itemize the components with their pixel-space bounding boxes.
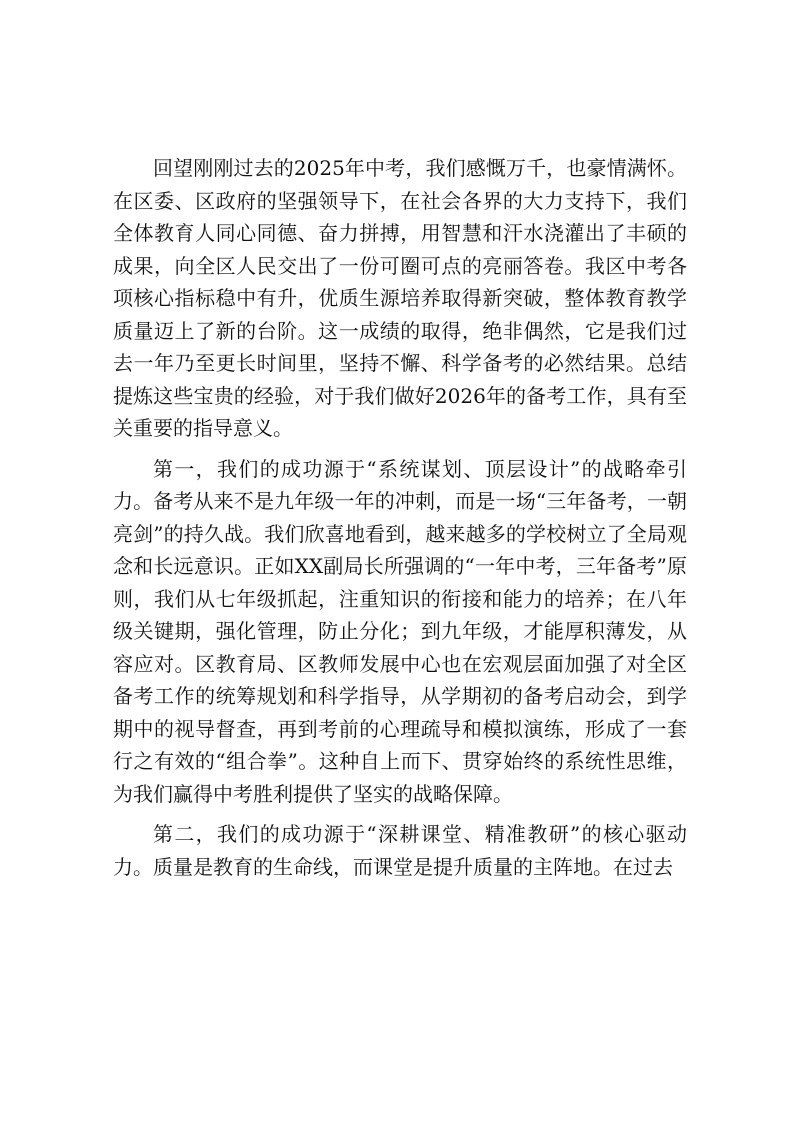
document-body xyxy=(113,152,687,883)
paragraph-first-point: 第一，我们的成功源于“系统谋划、顶层设计”的战略牵引力。备考从来不是九年级一年的冲刺，而是一场“三年备考，一朝亮剑”的持久战。我们欣喜地看到，越来越多的学校树立了全局观念和长远意识。正如XX副局长所强调的“一年中考，三年备考”原则，我们从七年级抓起，注重知识的衔接和能力的培养；在八年级关键期，强化管理，防止分化；到九年级，才能厚积薄发，从容应对。区教育局、区教师发展中心也在宏观层面加强了对全区备考工作的统筹规划和科学指导，从学期初的备考启动会，到学期中的视导督查，再到考前的心理疏导和模拟演练，形成了一套行之有效的“组合拳”。这种自上而下、贯穿始终的系统性思维，为我们赢得中考胜利提供了坚实的战略保障。 xyxy=(113,456,687,806)
paragraph-second-point: 第二，我们的成功源于“深耕课堂、精准教研”的核心驱动力。质量是教育的生命线，而课堂是提升质量的主阵地。在过去 xyxy=(113,822,687,879)
paragraph-review: 回望刚刚过去的2025年中考，我们感慨万千，也豪情满怀。在区委、区政府的坚强领导下，在社会各界的大力支持下，我们全体教育人同心同德、奋力拼搏，用智慧和汗水浇灌出了丰硕的成果，向全区人民交出了一份可圈可点的亮丽答卷。我区中考各项核心指标稳中有升，优质生源培养取得新突破，整体教育教学质量迈上了新的台阶。这一成绩的取得，绝非偶然，它是我们过去一年乃至更长时间里，坚持不懈、科学备考的必然结果。总结提炼这些宝贵的经验，对于我们做好2026年的备考工作，具有至关重要的指导意义。 xyxy=(113,156,687,440)
